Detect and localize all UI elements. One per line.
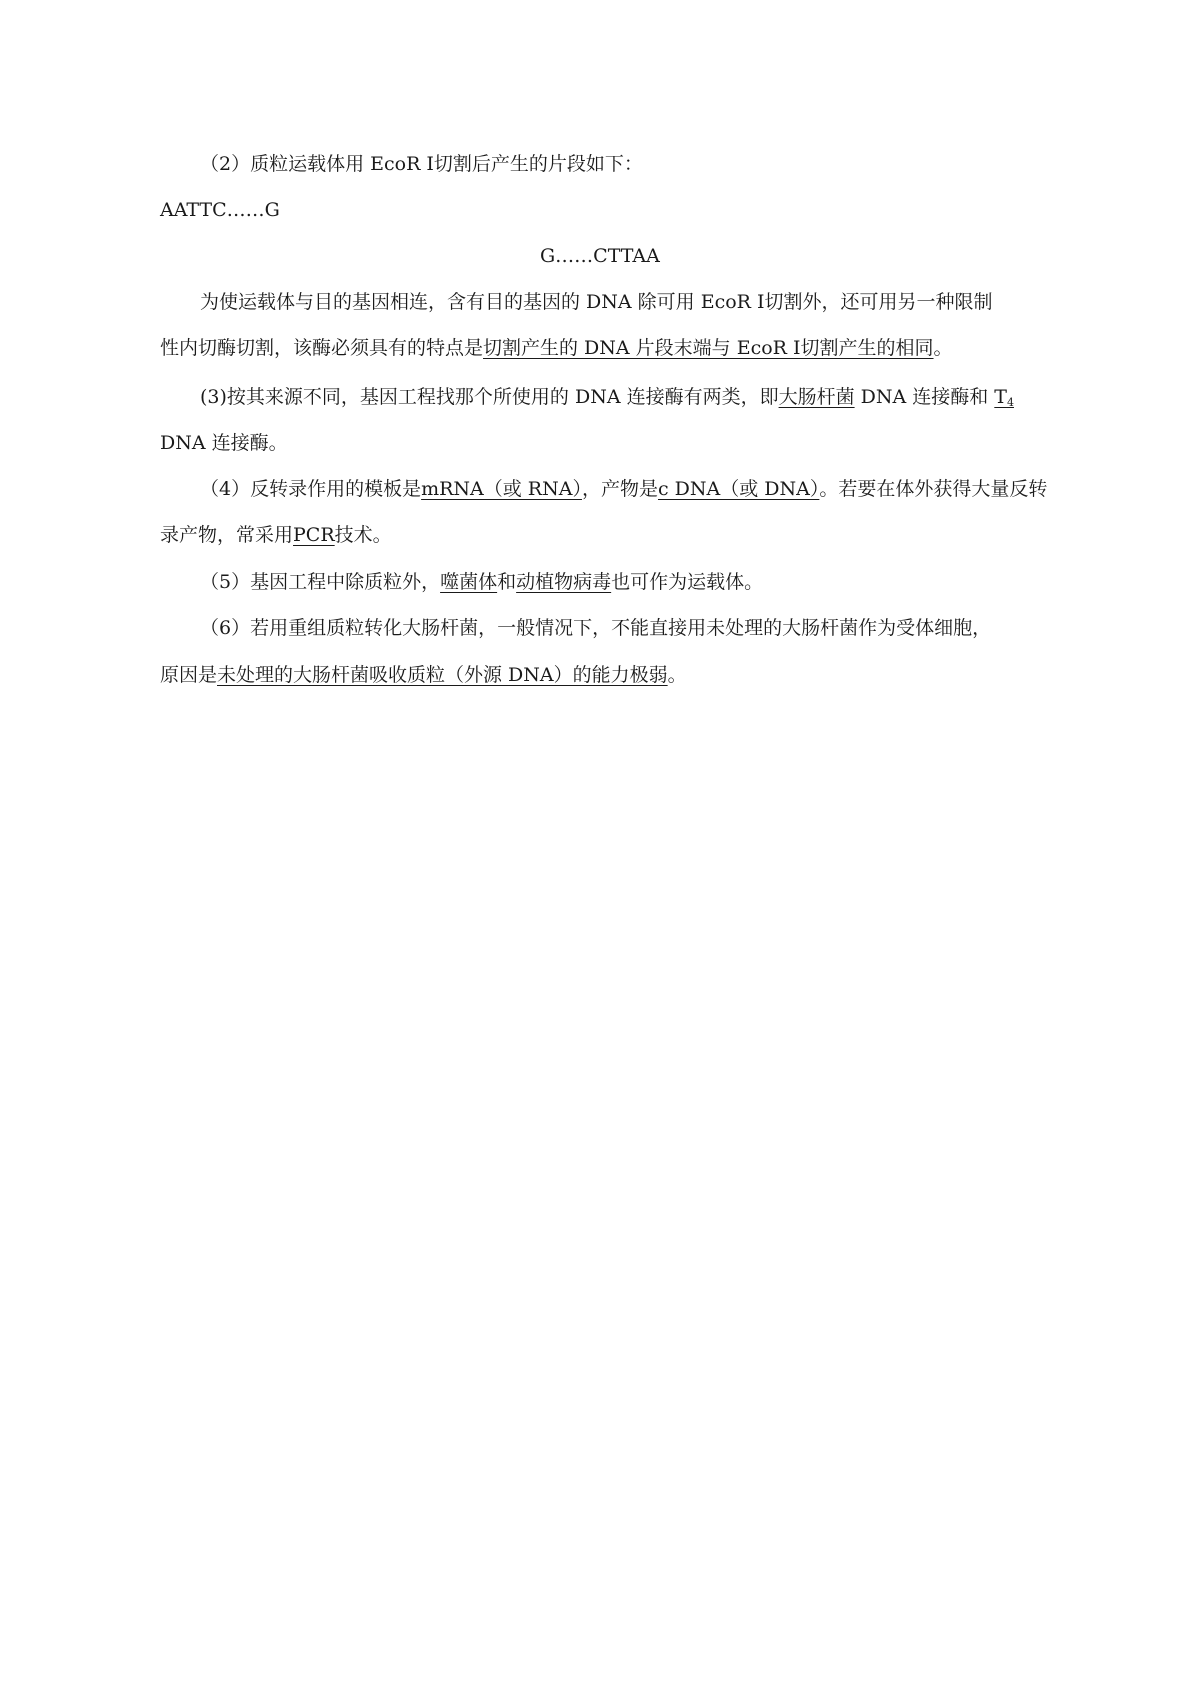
q5-end-text: 也可作为运载体。 xyxy=(611,571,764,593)
q4-line2 xyxy=(160,521,392,549)
q3-mid-text: DNA 连接酶和 xyxy=(854,386,995,408)
answer-blank: 大肠杆菌 xyxy=(778,386,855,408)
subscript-4: 4 xyxy=(1006,396,1014,409)
sequence-top-strand: AATTC……G xyxy=(160,199,280,221)
answer-blank: PCR xyxy=(293,524,335,546)
q3-line2: DNA 连接酶。 xyxy=(160,432,288,454)
answer-blank xyxy=(994,386,1014,408)
q5-line xyxy=(200,568,763,596)
q4-line2-text: 录产物，常采用 xyxy=(160,524,294,546)
q3-line1 xyxy=(200,383,1014,411)
answer-blank: 切割产生的 DNA 片段末端与 EcoR Ⅰ切割产生的相同 xyxy=(483,337,934,359)
q3-text: (3)按其来源不同，基因工程找那个所使用的 DNA 连接酶有两类，即 xyxy=(200,386,779,408)
q4-line1 xyxy=(200,475,1047,503)
q2-line1: 为使运载体与目的基因相连，含有目的基因的 DNA 除可用 EcoR Ⅰ切割外，还可用另一种限制 xyxy=(200,291,993,313)
answer-blank: mRNA（或 RNA） xyxy=(421,478,582,500)
q4-line2-end: 技术。 xyxy=(334,524,392,546)
q2-line2-text: 性内切酶切割，该酶必须具有的特点是 xyxy=(160,337,484,359)
q4-mid-text: ，产物是 xyxy=(581,478,658,500)
q6-line2-end: 。 xyxy=(667,664,687,686)
q4-end-text: 。若要在体外获得大量反转 xyxy=(819,478,1048,500)
q6-line1: （6）若用重组质粒转化大肠杆菌，一般情况下，不能直接用未处理的大肠杆菌作为受体细胞， xyxy=(200,617,992,639)
q5-mid-text: 和 xyxy=(497,571,517,593)
answer-blank: 未处理的大肠杆菌吸收质粒（外源 DNA）的能力极弱 xyxy=(217,664,668,686)
q5-text: （5）基因工程中除质粒外， xyxy=(200,571,441,593)
answer-blank: 噬菌体 xyxy=(440,571,498,593)
q2-intro: （2）质粒运载体用 EcoR Ⅰ切割后产生的片段如下： xyxy=(200,153,643,175)
answer-blank: 动植物病毒 xyxy=(516,571,612,593)
sequence-bottom-strand: G……CTTAA xyxy=(540,245,660,267)
answer-t: T xyxy=(994,386,1007,408)
q6-line2 xyxy=(160,661,687,689)
answer-blank: c DNA（或 DNA） xyxy=(657,478,820,500)
q2-line2-end: 。 xyxy=(933,337,953,359)
q4-text: （4）反转录作用的模板是 xyxy=(200,478,422,500)
q6-line2-text: 原因是 xyxy=(160,664,218,686)
q2-line2 xyxy=(160,334,953,362)
